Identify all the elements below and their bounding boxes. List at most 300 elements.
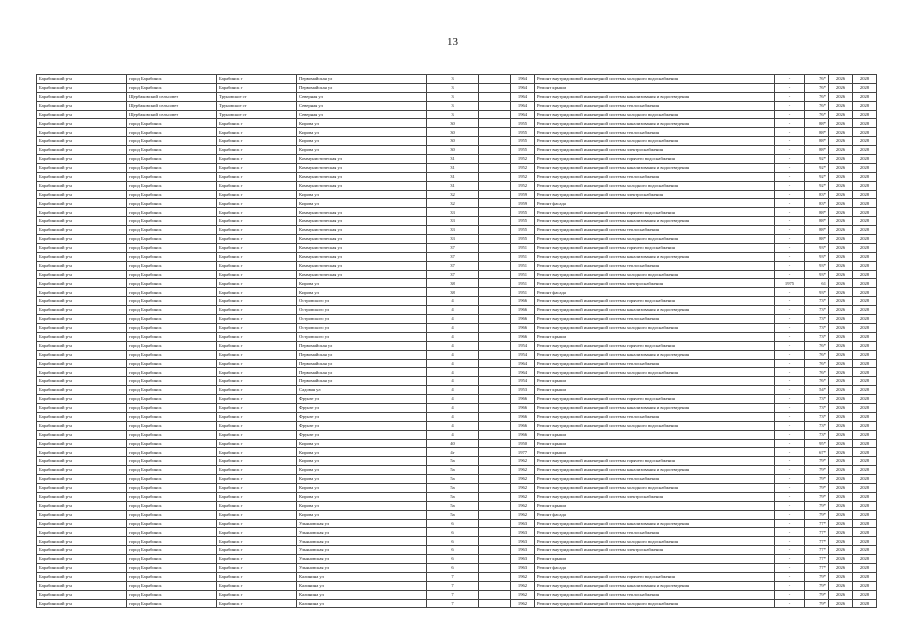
cell-municipality: город Барабинск	[127, 475, 217, 484]
cell-building-part	[479, 492, 511, 501]
cell-wear-percent: 73*	[805, 395, 829, 404]
cell-district: Барабинский р-н	[37, 208, 127, 217]
cell-street: Ульяновская ул	[297, 519, 427, 528]
cell-district: Барабинский р-н	[37, 572, 127, 581]
cell-plan-end-year: 2028	[853, 537, 877, 546]
cell-locality: Барабинск г	[217, 341, 297, 350]
cell-street: Коммунистическая ул	[297, 226, 427, 235]
cell-house-number: 4	[427, 323, 479, 332]
cell-plan-start-year: 2026	[829, 270, 853, 279]
table-row	[37, 350, 877, 359]
cell-district: Барабинский р-н	[37, 270, 127, 279]
cell-building-part	[479, 172, 511, 181]
cell-house-number: 37	[427, 270, 479, 279]
cell-district: Барабинский р-н	[37, 172, 127, 181]
cell-locality: Барабинск г	[217, 546, 297, 555]
cell-street: Островского ул	[297, 297, 427, 306]
cell-locality: Барабинск г	[217, 217, 297, 226]
cell-house-number: 3	[427, 92, 479, 101]
cell-work-type: Ремонт внутридомовой инженерной системы канализования и водоотведения	[535, 217, 775, 226]
cell-municipality: город Барабинск	[127, 572, 217, 581]
cell-district: Барабинский р-н	[37, 323, 127, 332]
cell-last-repair-year: -	[775, 581, 805, 590]
cell-plan-start-year: 2026	[829, 483, 853, 492]
cell-house-number: 5а	[427, 466, 479, 475]
cell-work-type: Ремонт внутридомовой инженерной системы горячего водоснабжения	[535, 208, 775, 217]
cell-plan-start-year: 2026	[829, 190, 853, 199]
cell-locality: Барабинск г	[217, 386, 297, 395]
table-row	[37, 599, 877, 608]
cell-municipality: город Барабинск	[127, 528, 217, 537]
cell-plan-end-year: 2028	[853, 323, 877, 332]
cell-wear-percent: 67*	[805, 448, 829, 457]
table-row	[37, 332, 877, 341]
cell-year-built: 1962	[511, 581, 535, 590]
cell-district: Барабинский р-н	[37, 368, 127, 377]
cell-year-built: 1962	[511, 475, 535, 484]
cell-last-repair-year: -	[775, 350, 805, 359]
cell-district: Барабинский р-н	[37, 483, 127, 492]
cell-building-part	[479, 483, 511, 492]
cell-street: Первомайская ул	[297, 359, 427, 368]
cell-wear-percent: 92*	[805, 163, 829, 172]
cell-locality: Барабинск г	[217, 119, 297, 128]
cell-year-built: 1955	[511, 137, 535, 146]
cell-wear-percent: 93*	[805, 243, 829, 252]
cell-last-repair-year: -	[775, 288, 805, 297]
cell-year-built: 1951	[511, 288, 535, 297]
cell-street: Кирова ул	[297, 501, 427, 510]
cell-last-repair-year: -	[775, 501, 805, 510]
cell-plan-end-year: 2028	[853, 279, 877, 288]
cell-last-repair-year: -	[775, 163, 805, 172]
table-row	[37, 563, 877, 572]
cell-wear-percent: 76*	[805, 92, 829, 101]
cell-work-type: Ремонт внутридомовой инженерной системы холодного водоснабжения	[535, 181, 775, 190]
cell-plan-start-year: 2026	[829, 128, 853, 137]
cell-district: Барабинский р-н	[37, 252, 127, 261]
cell-street: Кирова ул	[297, 137, 427, 146]
cell-plan-end-year: 2028	[853, 261, 877, 270]
cell-locality: Барабинск г	[217, 448, 297, 457]
cell-street: Кирова ул	[297, 483, 427, 492]
cell-street: Коммунистическая ул	[297, 243, 427, 252]
cell-district: Барабинский р-н	[37, 395, 127, 404]
cell-work-type: Ремонт внутридомовой инженерной системы теплоснабжения	[535, 226, 775, 235]
cell-year-built: 1951	[511, 279, 535, 288]
cell-wear-percent: 93*	[805, 288, 829, 297]
cell-last-repair-year: -	[775, 430, 805, 439]
cell-plan-end-year: 2028	[853, 421, 877, 430]
cell-year-built: 1977	[511, 448, 535, 457]
cell-plan-start-year: 2026	[829, 226, 853, 235]
cell-plan-end-year: 2028	[853, 315, 877, 324]
cell-house-number: 5а	[427, 483, 479, 492]
cell-house-number: 5а	[427, 457, 479, 466]
cell-street: Кирова ул	[297, 448, 427, 457]
cell-year-built: 1952	[511, 172, 535, 181]
cell-plan-start-year: 2026	[829, 172, 853, 181]
cell-wear-percent: 79*	[805, 590, 829, 599]
cell-plan-end-year: 2028	[853, 208, 877, 217]
cell-wear-percent: 88*	[805, 226, 829, 235]
cell-house-number: 4	[427, 350, 479, 359]
cell-district: Барабинский р-н	[37, 377, 127, 386]
table-row	[37, 155, 877, 164]
cell-work-type: Ремонт внутридомовой инженерной системы холодного водоснабжения	[535, 483, 775, 492]
cell-wear-percent: 73*	[805, 306, 829, 315]
cell-year-built: 1951	[511, 243, 535, 252]
cell-work-type: Ремонт внутридомовой инженерной системы горячего водоснабжения	[535, 243, 775, 252]
cell-building-part	[479, 101, 511, 110]
cell-locality: Барабинск г	[217, 297, 297, 306]
cell-last-repair-year: 1975	[775, 279, 805, 288]
cell-building-part	[479, 92, 511, 101]
table-row	[37, 119, 877, 128]
cell-last-repair-year: -	[775, 297, 805, 306]
cell-municipality: город Барабинск	[127, 83, 217, 92]
cell-municipality: город Барабинск	[127, 146, 217, 155]
cell-wear-percent: 79*	[805, 581, 829, 590]
cell-building-part	[479, 137, 511, 146]
cell-plan-start-year: 2026	[829, 430, 853, 439]
cell-house-number: 4	[427, 377, 479, 386]
cell-municipality: город Барабинск	[127, 581, 217, 590]
cell-building-part	[479, 359, 511, 368]
cell-municipality: город Барабинск	[127, 226, 217, 235]
cell-street: Островского ул	[297, 306, 427, 315]
cell-district: Барабинский р-н	[37, 146, 127, 155]
cell-house-number: 33	[427, 208, 479, 217]
table-row	[37, 163, 877, 172]
table-row	[37, 208, 877, 217]
cell-work-type: Ремонт внутридомовой инженерной системы холодного водоснабжения	[535, 270, 775, 279]
cell-house-number: 33	[427, 217, 479, 226]
cell-municipality: город Барабинск	[127, 350, 217, 359]
cell-locality: Труновское ст	[217, 110, 297, 119]
cell-plan-start-year: 2026	[829, 341, 853, 350]
cell-street: Калинина ул	[297, 581, 427, 590]
cell-plan-start-year: 2026	[829, 359, 853, 368]
cell-last-repair-year: -	[775, 323, 805, 332]
cell-wear-percent: 76*	[805, 83, 829, 92]
table-row	[37, 421, 877, 430]
cell-locality: Барабинск г	[217, 439, 297, 448]
cell-plan-start-year: 2026	[829, 75, 853, 84]
cell-locality: Барабинск г	[217, 306, 297, 315]
cell-last-repair-year: -	[775, 332, 805, 341]
cell-municipality: Щербаковский сельсовет	[127, 101, 217, 110]
cell-year-built: 1951	[511, 261, 535, 270]
cell-building-part	[479, 128, 511, 137]
cell-house-number: 4	[427, 386, 479, 395]
cell-street: Коммунистическая ул	[297, 270, 427, 279]
cell-work-type: Ремонт внутридомовой инженерной системы канализования и водоотведения	[535, 252, 775, 261]
cell-locality: Барабинск г	[217, 483, 297, 492]
cell-plan-end-year: 2028	[853, 466, 877, 475]
cell-street: Островского ул	[297, 332, 427, 341]
cell-street: Калинина ул	[297, 599, 427, 608]
cell-last-repair-year: -	[775, 92, 805, 101]
table-row	[37, 226, 877, 235]
cell-work-type: Ремонт внутридомовой инженерной системы канализования и водоотведения	[535, 466, 775, 475]
cell-last-repair-year: -	[775, 483, 805, 492]
table-row	[37, 137, 877, 146]
cell-municipality: город Барабинск	[127, 208, 217, 217]
cell-street: Островского ул	[297, 315, 427, 324]
cell-building-part	[479, 501, 511, 510]
cell-house-number: 31	[427, 163, 479, 172]
table-row	[37, 146, 877, 155]
cell-last-repair-year: -	[775, 439, 805, 448]
cell-building-part	[479, 75, 511, 84]
cell-plan-end-year: 2028	[853, 137, 877, 146]
cell-locality: Барабинск г	[217, 199, 297, 208]
cell-locality: Барабинск г	[217, 252, 297, 261]
cell-house-number: 37	[427, 252, 479, 261]
cell-house-number: 6	[427, 519, 479, 528]
table-row	[37, 572, 877, 581]
cell-plan-start-year: 2026	[829, 563, 853, 572]
cell-building-part	[479, 350, 511, 359]
cell-building-part	[479, 448, 511, 457]
cell-plan-start-year: 2026	[829, 350, 853, 359]
cell-year-built: 1964	[511, 75, 535, 84]
cell-year-built: 1962	[511, 492, 535, 501]
cell-work-type: Ремонт внутридомовой инженерной системы канализования и водоотведения	[535, 403, 775, 412]
cell-year-built: 1951	[511, 270, 535, 279]
cell-work-type: Ремонт внутридомовой инженерной системы канализования и водоотведения	[535, 163, 775, 172]
table-row	[37, 475, 877, 484]
cell-last-repair-year: -	[775, 519, 805, 528]
cell-plan-start-year: 2026	[829, 546, 853, 555]
cell-last-repair-year: -	[775, 83, 805, 92]
cell-last-repair-year: -	[775, 572, 805, 581]
cell-house-number: 3	[427, 101, 479, 110]
cell-plan-start-year: 2026	[829, 155, 853, 164]
cell-municipality: город Барабинск	[127, 395, 217, 404]
cell-municipality: город Барабинск	[127, 421, 217, 430]
cell-house-number: 38	[427, 288, 479, 297]
cell-building-part	[479, 457, 511, 466]
cell-district: Барабинский р-н	[37, 332, 127, 341]
cell-plan-start-year: 2026	[829, 555, 853, 564]
cell-district: Барабинский р-н	[37, 181, 127, 190]
cell-district: Барабинский р-н	[37, 235, 127, 244]
cell-wear-percent: 88*	[805, 208, 829, 217]
cell-year-built: 1951	[511, 252, 535, 261]
cell-house-number: 7	[427, 572, 479, 581]
cell-building-part	[479, 590, 511, 599]
cell-year-built: 1954	[511, 341, 535, 350]
cell-work-type: Ремонт внутридомовой инженерной системы теплоснабжения	[535, 359, 775, 368]
cell-building-part	[479, 163, 511, 172]
cell-district: Барабинский р-н	[37, 199, 127, 208]
cell-municipality: город Барабинск	[127, 510, 217, 519]
cell-municipality: город Барабинск	[127, 323, 217, 332]
cell-municipality: город Барабинск	[127, 519, 217, 528]
table-row	[37, 323, 877, 332]
cell-work-type: Ремонт внутридомовой инженерной системы холодного водоснабжения	[535, 75, 775, 84]
cell-plan-end-year: 2028	[853, 341, 877, 350]
cell-locality: Барабинск г	[217, 83, 297, 92]
cell-year-built: 1962	[511, 501, 535, 510]
cell-wear-percent: 76*	[805, 350, 829, 359]
cell-plan-end-year: 2028	[853, 572, 877, 581]
cell-last-repair-year: -	[775, 546, 805, 555]
cell-work-type: Ремонт внутридомовой инженерной системы холодного водоснабжения	[535, 421, 775, 430]
cell-house-number: 4	[427, 297, 479, 306]
cell-plan-start-year: 2026	[829, 466, 853, 475]
table-row	[37, 377, 877, 386]
cell-plan-end-year: 2028	[853, 270, 877, 279]
cell-wear-percent: 93*	[805, 252, 829, 261]
cell-building-part	[479, 243, 511, 252]
cell-wear-percent: 83*	[805, 199, 829, 208]
cell-work-type: Ремонт крыши	[535, 386, 775, 395]
cell-house-number: 30	[427, 128, 479, 137]
cell-locality: Барабинск г	[217, 537, 297, 546]
cell-year-built: 1963	[511, 528, 535, 537]
cell-plan-end-year: 2028	[853, 75, 877, 84]
cell-locality: Барабинск г	[217, 581, 297, 590]
cell-building-part	[479, 510, 511, 519]
table-body	[37, 75, 877, 608]
cell-last-repair-year: -	[775, 466, 805, 475]
cell-street: Коммунистическая ул	[297, 261, 427, 270]
cell-municipality: город Барабинск	[127, 501, 217, 510]
cell-locality: Барабинск г	[217, 528, 297, 537]
cell-work-type: Ремонт крыши	[535, 83, 775, 92]
cell-municipality: город Барабинск	[127, 155, 217, 164]
table-row	[37, 519, 877, 528]
cell-locality: Барабинск г	[217, 315, 297, 324]
cell-street: Кирова ул	[297, 199, 427, 208]
cell-plan-start-year: 2026	[829, 288, 853, 297]
cell-building-part	[479, 599, 511, 608]
cell-last-repair-year: -	[775, 306, 805, 315]
cell-building-part	[479, 279, 511, 288]
cell-municipality: город Барабинск	[127, 341, 217, 350]
cell-wear-percent: 73*	[805, 315, 829, 324]
cell-district: Барабинский р-н	[37, 448, 127, 457]
cell-street: Первомайская ул	[297, 350, 427, 359]
cell-work-type: Ремонт внутридомовой инженерной системы горячего водоснабжения	[535, 457, 775, 466]
cell-plan-start-year: 2026	[829, 368, 853, 377]
cell-plan-start-year: 2026	[829, 581, 853, 590]
cell-locality: Барабинск г	[217, 270, 297, 279]
cell-wear-percent: 92*	[805, 181, 829, 190]
cell-municipality: город Барабинск	[127, 297, 217, 306]
cell-plan-end-year: 2028	[853, 332, 877, 341]
cell-locality: Барабинск г	[217, 75, 297, 84]
cell-district: Барабинский р-н	[37, 101, 127, 110]
cell-district: Барабинский р-н	[37, 510, 127, 519]
cell-building-part	[479, 412, 511, 421]
cell-district: Барабинский р-н	[37, 261, 127, 270]
cell-locality: Барабинск г	[217, 350, 297, 359]
cell-plan-start-year: 2026	[829, 252, 853, 261]
cell-last-repair-year: -	[775, 377, 805, 386]
cell-wear-percent: 79*	[805, 599, 829, 608]
cell-year-built: 1963	[511, 563, 535, 572]
cell-work-type: Ремонт внутридомовой инженерной системы холодного водоснабжения	[535, 137, 775, 146]
cell-house-number: 4	[427, 359, 479, 368]
cell-last-repair-year: -	[775, 448, 805, 457]
cell-municipality: город Барабинск	[127, 199, 217, 208]
cell-work-type: Ремонт внутридомовой инженерной системы канализования и водоотведения	[535, 581, 775, 590]
cell-district: Барабинский р-н	[37, 119, 127, 128]
cell-street: Садовая ул	[297, 386, 427, 395]
cell-building-part	[479, 252, 511, 261]
cell-work-type: Ремонт внутридомовой инженерной системы холодного водоснабжения	[535, 368, 775, 377]
table-row	[37, 92, 877, 101]
cell-work-type: Ремонт внутридомовой инженерной системы теплоснабжения	[535, 128, 775, 137]
cell-district: Барабинский р-н	[37, 110, 127, 119]
cell-building-part	[479, 475, 511, 484]
cell-municipality: город Барабинск	[127, 217, 217, 226]
cell-plan-start-year: 2026	[829, 146, 853, 155]
cell-wear-percent: 88*	[805, 137, 829, 146]
cell-district: Барабинский р-н	[37, 128, 127, 137]
cell-street: Кирова ул	[297, 288, 427, 297]
cell-work-type: Ремонт крыши	[535, 377, 775, 386]
cell-plan-end-year: 2028	[853, 457, 877, 466]
cell-street: Фрунзе ул	[297, 395, 427, 404]
cell-year-built: 1966	[511, 430, 535, 439]
cell-street: Фрунзе ул	[297, 412, 427, 421]
cell-building-part	[479, 146, 511, 155]
cell-plan-start-year: 2026	[829, 475, 853, 484]
cell-building-part	[479, 217, 511, 226]
cell-district: Барабинский р-н	[37, 555, 127, 564]
table-row	[37, 546, 877, 555]
cell-wear-percent: 73*	[805, 403, 829, 412]
cell-municipality: город Барабинск	[127, 235, 217, 244]
cell-street: Коммунистическая ул	[297, 163, 427, 172]
cell-street: Коммунистическая ул	[297, 172, 427, 181]
cell-year-built: 1964	[511, 368, 535, 377]
cell-wear-percent: 79*	[805, 483, 829, 492]
cell-house-number: 4	[427, 315, 479, 324]
cell-street: Коммунистическая ул	[297, 208, 427, 217]
cell-locality: Труновское ст	[217, 92, 297, 101]
cell-municipality: город Барабинск	[127, 243, 217, 252]
cell-last-repair-year: -	[775, 155, 805, 164]
cell-district: Барабинский р-н	[37, 457, 127, 466]
cell-plan-start-year: 2026	[829, 315, 853, 324]
cell-district: Барабинский р-н	[37, 297, 127, 306]
cell-building-part	[479, 235, 511, 244]
cell-plan-end-year: 2028	[853, 368, 877, 377]
cell-district: Барабинский р-н	[37, 306, 127, 315]
table-row	[37, 288, 877, 297]
cell-work-type: Ремонт крыши	[535, 430, 775, 439]
cell-building-part	[479, 332, 511, 341]
cell-house-number: 37	[427, 243, 479, 252]
table-row	[37, 457, 877, 466]
cell-street: Кирова ул	[297, 146, 427, 155]
table-row	[37, 412, 877, 421]
cell-locality: Барабинск г	[217, 172, 297, 181]
cell-wear-percent: 88*	[805, 128, 829, 137]
cell-district: Барабинский р-н	[37, 492, 127, 501]
cell-street: Кирова ул	[297, 279, 427, 288]
cell-plan-start-year: 2026	[829, 386, 853, 395]
cell-plan-start-year: 2026	[829, 395, 853, 404]
cell-wear-percent: 79*	[805, 572, 829, 581]
cell-locality: Барабинск г	[217, 235, 297, 244]
